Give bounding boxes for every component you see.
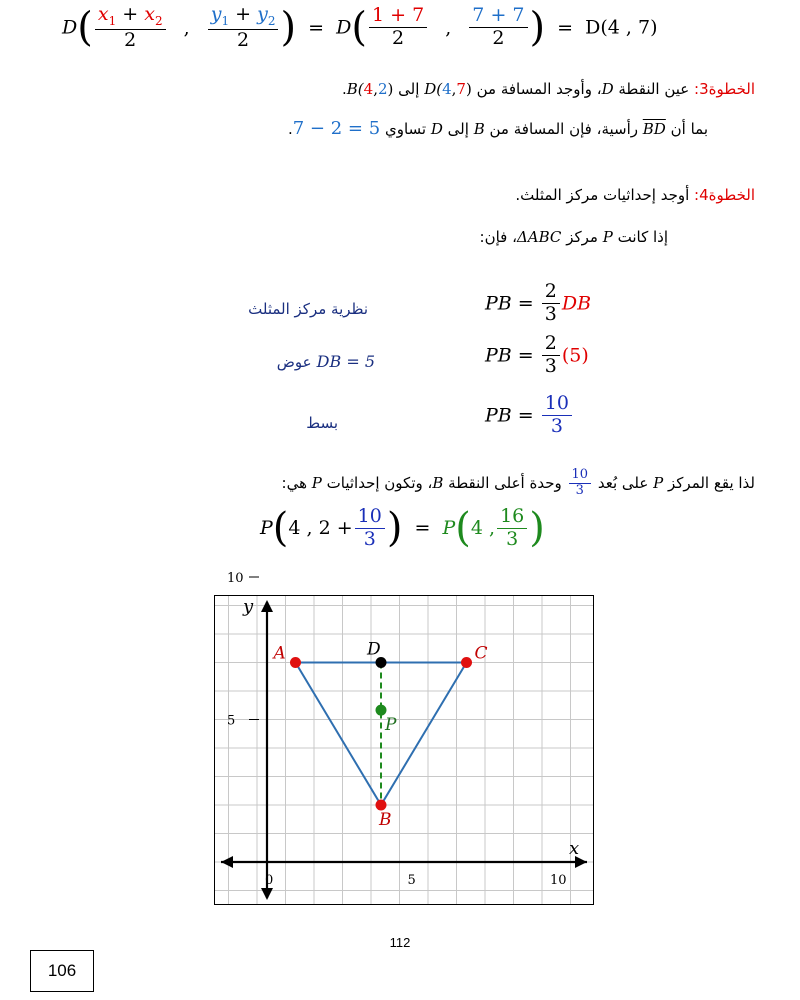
step3-line: الخطوة3: عين النقطة D، وأوجد المسافة من D(4,7) إلى B(4,2). [341,80,755,98]
derivation-row-1: PB = $\frac{2}{3}$ DB [485,280,592,325]
coordinate-graph [214,571,594,905]
fraction: $\frac{7 + 7}{2}$ [469,5,527,50]
point-p [376,705,387,716]
y-tick-label: 5 [227,713,236,729]
fraction: $\frac{x_1 + x_2}{2}$ [95,4,166,51]
point-a [290,657,301,668]
reason-2: عوض DB = 5 [276,352,375,371]
step4-line: الخطوة4: أوجد إحداثيات مركز المثلث. [515,186,755,204]
fraction: $\frac{y_1 + y_2}{2}$ [208,4,279,51]
y-tick-label: 10 [227,571,244,586]
midpoint-result: D(4 , 7) [585,16,658,39]
point-label-a: A [273,643,286,664]
step4-condition: إذا كانت P مركز ΔABC، فإن: [479,228,668,246]
point-label-p: P [385,715,397,736]
step-label: الخطوة4: [694,186,755,204]
x-tick-label: 5 [407,873,416,888]
reason-1: نظرية مركز المثلث [248,300,368,318]
x-axis-label: x [569,838,580,859]
y-axis-arrow-down [261,888,273,900]
page-number-box: 106 [30,950,94,992]
centroid-equation: P(4 , 2 + $\frac{10}{3}$ ) = P(4 , $\frac{16}{3}$ ) [260,504,545,551]
point-label-c: C [474,643,488,664]
y-axis-label: y [243,596,254,617]
point-c [461,657,472,668]
step3-explanation: بما أن BD رأسية، فإن المسافة من B إلى D تساوي 7 − 2 = 5. [287,118,708,139]
step-label: الخطوة3: [694,80,755,98]
x-tick-label: 0 [265,873,274,888]
fraction: $\frac{1 + 7}{2}$ [369,5,427,50]
x-axis-arrow-left [221,856,233,868]
x-tick-label: 10 [550,873,567,888]
point-label: D [62,16,78,39]
conclusion-line: لذا يقع المركز P على بُعد $\frac{10}{3}$ وحدة أعلى النقطة B، وتكون إحداثيات P هي: [281,467,755,498]
point-b [376,800,387,811]
derivation-row-2: PB = $\frac{2}{3}$ (5) [485,332,589,377]
point-label-d: D [367,639,381,660]
point-label-b: B [379,810,392,830]
midpoint-equation: D( $\frac{x_1 + x_2}{2}$ , $\frac{y_1 + y_2}{2}$ ) = D( $\frac{1 + 7}{2}$ , $\frac{7 + 7}{2}$ ) = D(4 , 7) [62,3,658,51]
reason-3: بسط [306,414,338,432]
page-number-center: 112 [389,935,411,950]
graph-svg [215,571,593,904]
derivation-row-3: PB = $\frac{10}{3}$ [485,393,574,438]
